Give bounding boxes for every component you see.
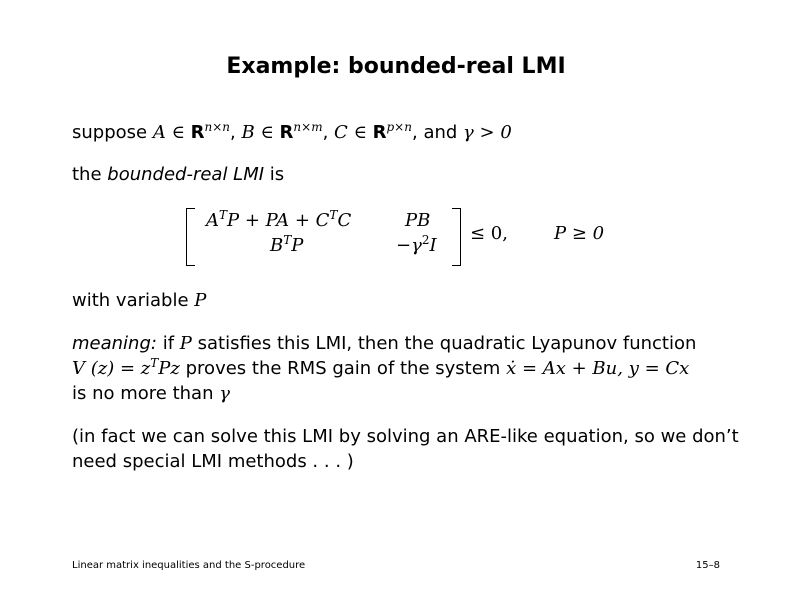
- leq-zero: [470, 223, 508, 244]
- square-sup: 2: [421, 233, 430, 247]
- gamma-symbol: γ: [219, 383, 230, 404]
- with-variable-text: with variable: [72, 290, 189, 311]
- element-of-symbol: ∈: [353, 122, 367, 143]
- reals-symbol: R: [372, 122, 387, 143]
- output-equation: y = Cx: [628, 358, 690, 379]
- cell-text: A: [206, 210, 219, 231]
- c-dimensions: p×n: [386, 120, 412, 134]
- matrix-b-symbol: B: [241, 122, 255, 143]
- matrix-cell-2-1: [270, 235, 303, 256]
- and-word: and: [423, 122, 458, 143]
- transpose-sup: T: [329, 208, 338, 222]
- cell-text: I: [429, 235, 437, 256]
- variable-p: P: [194, 290, 207, 311]
- cell-text: P + PA + C: [227, 210, 330, 231]
- with-variable-line: [72, 289, 206, 313]
- gamma-condition: γ > 0: [463, 122, 512, 143]
- matrix-cell-2-2: [396, 235, 437, 256]
- meaning-text: proves the RMS gain of the system: [185, 358, 501, 379]
- matrix-cell-1-1: [206, 210, 351, 231]
- left-bracket: [186, 208, 195, 266]
- suppose-line: [72, 121, 512, 146]
- comma: ,: [230, 122, 236, 143]
- infact-line-1: (in fact we can solve this LMI by solving an ARE-like equation, so we don’t: [72, 426, 739, 447]
- element-of-symbol: ∈: [171, 122, 185, 143]
- if-word: if: [162, 333, 175, 354]
- infact-line-2: need special LMI methods . . . ): [72, 451, 354, 472]
- matrix-c-symbol: C: [334, 122, 348, 143]
- a-dimensions: n×n: [204, 120, 231, 134]
- cell-text: C: [337, 210, 352, 231]
- transpose-sup: T: [219, 208, 228, 222]
- p-psd-condition: [554, 223, 604, 244]
- meaning-label: meaning:: [72, 333, 157, 354]
- reals-symbol: R: [190, 122, 205, 143]
- cell-text: B: [270, 235, 284, 256]
- meaning-text: satisfies this LMI, then the quadratic Lyapunov function: [197, 333, 697, 354]
- comma: ,: [411, 122, 418, 143]
- cell-text: −γ: [396, 235, 422, 256]
- definition-line: [72, 163, 284, 187]
- footer-left: Linear matrix inequalities and the S-procedure: [72, 560, 306, 571]
- transpose-sup: T: [283, 233, 292, 247]
- lyapunov-function: V (z) = z: [72, 358, 151, 379]
- meaning-line-1: [72, 332, 696, 356]
- state-equation: ẋ = Ax + Bu,: [506, 358, 623, 379]
- cell-text: PB: [405, 210, 431, 231]
- lyapunov-function: Pz: [158, 358, 180, 379]
- reals-symbol: R: [279, 122, 294, 143]
- bounded-real-term: bounded-real LMI: [107, 164, 265, 185]
- p-cond-text: P ≥ 0: [554, 223, 605, 244]
- meaning-line-3: [72, 382, 230, 406]
- comma: ,: [322, 122, 329, 143]
- footer-page-number: 15–8: [695, 560, 720, 571]
- transpose-sup: T: [150, 356, 159, 370]
- slide-title: Example: bounded-real LMI: [226, 54, 566, 79]
- right-bracket: [452, 208, 461, 266]
- suppose-word: suppose: [72, 122, 148, 143]
- matrix-a-symbol: A: [152, 122, 166, 143]
- meaning-line-2: [72, 357, 689, 382]
- meaning-text: is no more than: [72, 383, 214, 404]
- matrix-cell-1-2: [405, 210, 430, 231]
- element-of-symbol: ∈: [260, 122, 274, 143]
- b-dimensions: n×m: [293, 120, 323, 134]
- variable-p: P: [179, 333, 192, 354]
- the-word: the: [72, 164, 102, 185]
- is-word: is: [269, 164, 285, 185]
- cell-text: P: [291, 235, 304, 256]
- leq-text: ≤ 0,: [470, 223, 508, 244]
